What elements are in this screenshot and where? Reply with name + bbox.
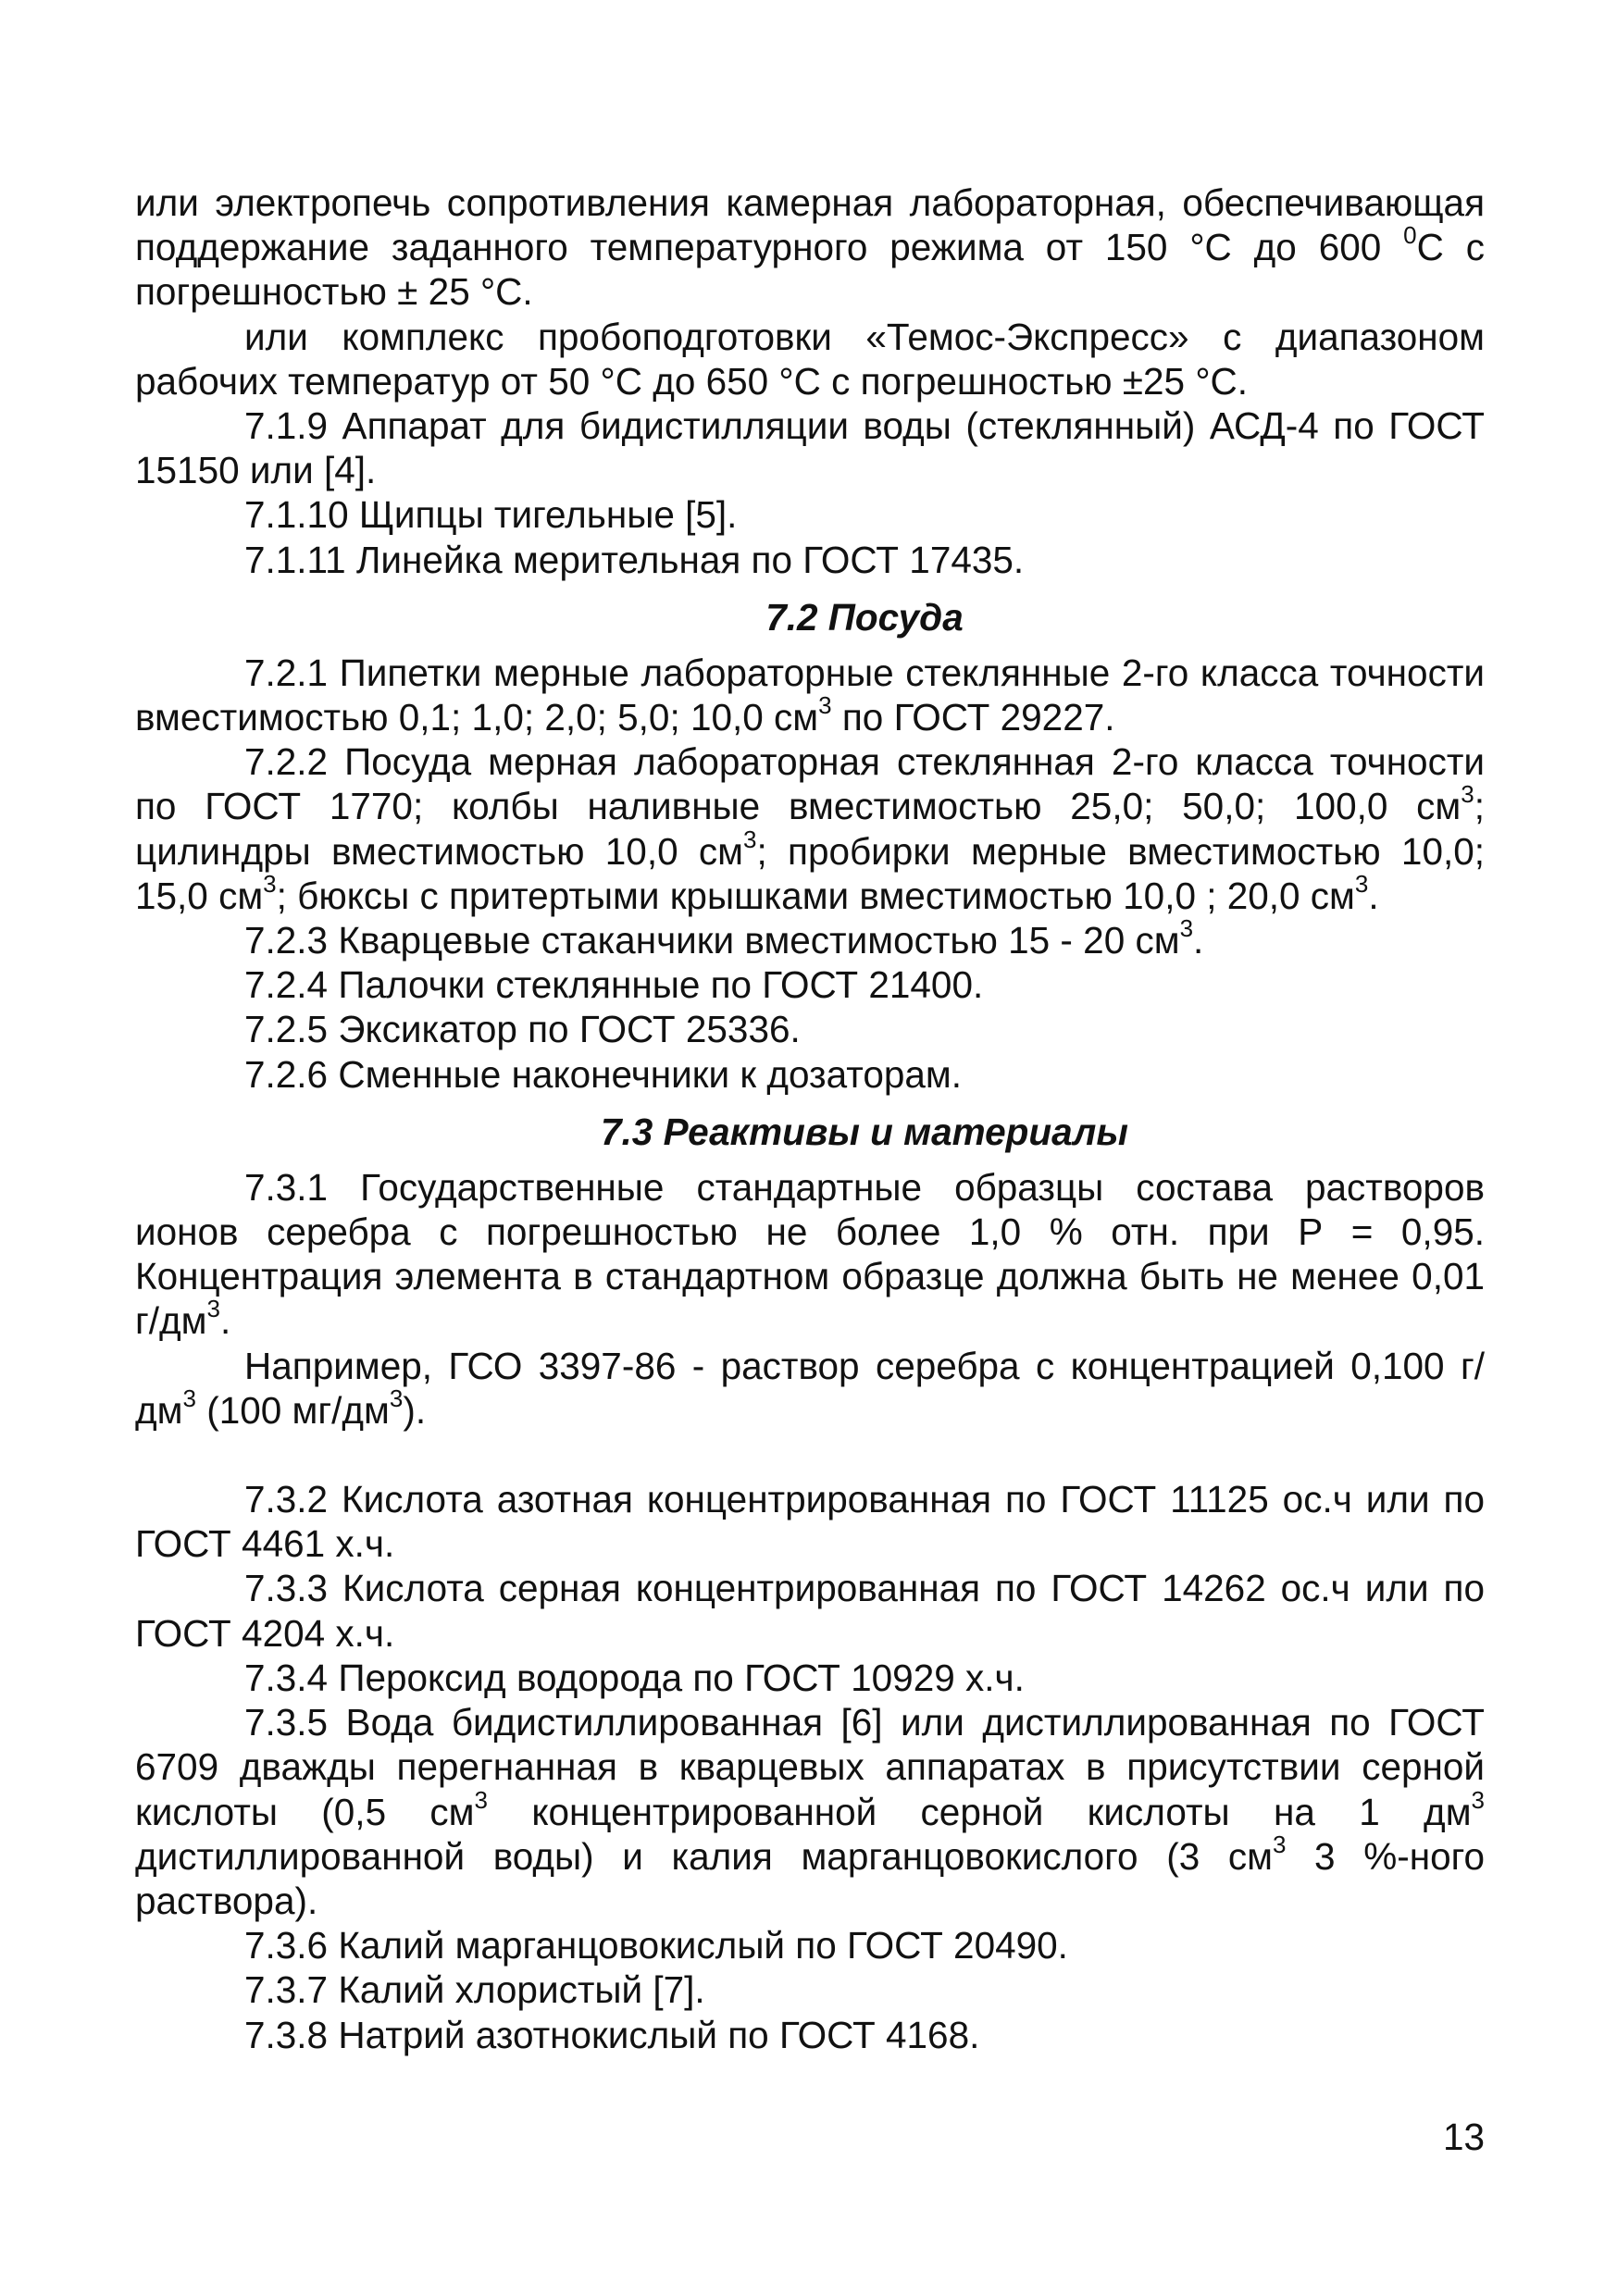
section-heading: 7.3 Реактивы и материалы (601, 1110, 1128, 1153)
paragraph: 7.3.3 Кислота серная концентрированная по ГОСТ 14262 ос.ч или по ГОСТ 4204 х.ч. (135, 1567, 1485, 1655)
paragraph: 7.2.5 Эксикатор по ГОСТ 25336. (244, 1008, 801, 1051)
paragraph: или комплекс пробоподготовки «Темос-Экспресс» с диапазоном рабочих температур от 50 °С до 650 °С с погрешностью ±25 °С. (135, 315, 1485, 403)
paragraph: 7.3.5 Вода бидистиллированная [6] или дистиллированная по ГОСТ 6709 дважды перегнанная в кварцевых аппаратах в присутствии серной кислоты (0,5 $см^3$ концентрированной серной кислоты на 1 $дм^3$ дистиллированной воды) и калия марганцовокислого (3 $см^3$ 3 %-ного раствора). (135, 1701, 1486, 1922)
paragraph: 7.3.6 Калий марганцовокислый по ГОСТ 20490. (244, 1924, 1068, 1967)
paragraph: 7.2.4 Палочки стеклянные по ГОСТ 21400. (244, 963, 984, 1007)
blank-line (135, 1433, 1485, 1477)
paragraph: 7.3.8 Натрий азотнокислый по ГОСТ 4168. (244, 2013, 980, 2056)
paragraph: 7.3.2 Кислота азотная концентрированная по ГОСТ 11125 ос.ч или по ГОСТ 4461 х.ч. (135, 1478, 1485, 1566)
paragraph: 7.2.3 Кварцевые стаканчики вместимостью 15 - 20 $см^3$. (244, 914, 1204, 962)
paragraph: 7.1.9 Аппарат для бидистилляции воды (стеклянный) АСД-4 по ГОСТ 15150 или [4]. (135, 404, 1485, 492)
paragraph: 7.3.7 Калий хлористый [7]. (244, 1968, 705, 2012)
paragraph: 7.1.11 Линейка мерительная по ГОСТ 17435. (244, 538, 1025, 581)
paragraph: Например, ГСО 3397-86 - раствор серебра с концентрацией 0,100 $г/дм^3$ (100 $мг/дм^3$). (135, 1344, 1485, 1432)
page-number: 13 (1442, 2116, 1485, 2158)
section-heading: 7.2 Посуда (765, 595, 964, 639)
paragraph: 7.2.2 Посуда мерная лабораторная стеклянная 2-го класса точности по ГОСТ 1770; колбы наливные вместимостью 25,0; 50,0; 100,0 $см^3$; цилиндры вместимостью 10,0 $см^3$; пробирки мерные вместимостью 10,0; 15,0 $см^3$; бюксы с притертыми крышками вместимостью 10,0 ; 20,0 $см^3$. (135, 740, 1486, 917)
body-text (135, 180, 1485, 2057)
paragraph: 7.2.1 Пипетки мерные лабораторные стеклянные 2-го класса точности вместимостью 0,1; 1,0; 2,0; 5,0; 10,0 $см^3$ по ГОСТ 29227. (135, 651, 1485, 739)
paragraph: или электропечь сопротивления камерная лабораторная, обеспечивающая поддержание заданного температурного режима от 150 °С до 600 $^0$С с погрешностью ± 25 °С. (135, 181, 1486, 314)
paragraph: 7.2.6 Сменные наконечники к дозаторам. (244, 1052, 963, 1096)
paragraph: 7.3.4 Пероксид водорода по ГОСТ 10929 х.ч. (244, 1656, 1025, 1699)
paragraph: 7.3.1 Государственные стандартные образцы состава растворов ионов серебра с погрешностью не более 1,0 % отн. при Р = 0,95. Концентрация элемента в стандартном образце должна быть не менее 0,01 $г/дм^3$. (135, 1165, 1485, 1343)
paragraph: 7.1.10 Щипцы тигельные [5]. (244, 493, 738, 537)
